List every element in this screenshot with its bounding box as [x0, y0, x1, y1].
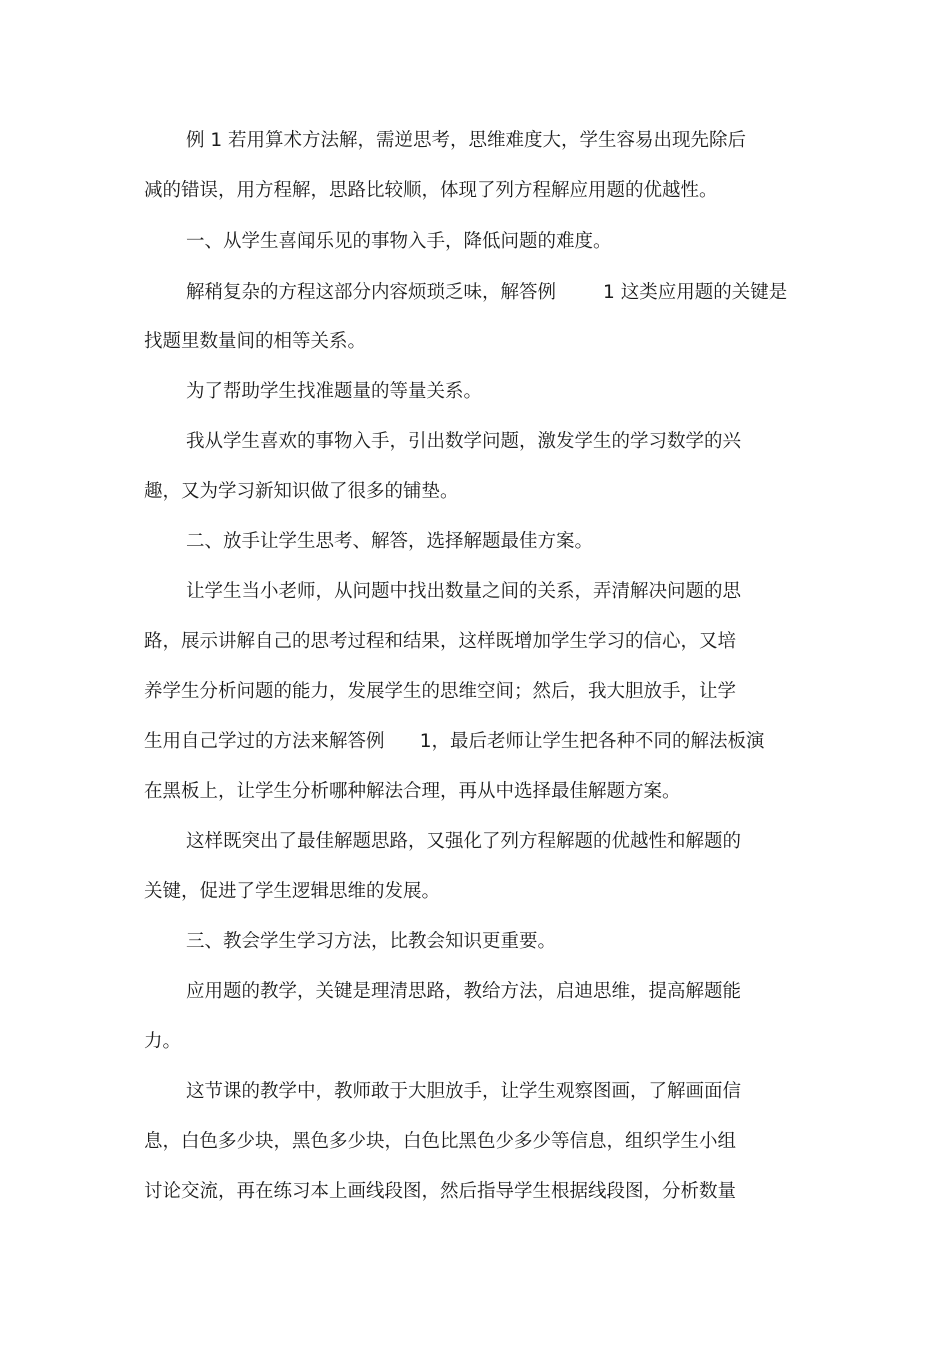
text-line: 养学生分析问题的能力，发展学生的思维空间；然后，我大胆放手，让学 — [144, 681, 737, 702]
text-line: 应用题的教学，关键是理清思路，教给方法，启迪思维，提高解题能 — [186, 981, 742, 1002]
text-line: 路，展示讲解自己的思考过程和结果，这样既增加学生学习的信心，又培 — [144, 631, 737, 652]
text-line: 关键，促进了学生逻辑思维的发展。 — [144, 881, 441, 902]
text-line: 在黑板上，让学生分析哪种解法合理，再从中选择最佳解题方案。 — [144, 781, 681, 802]
text-line: 趣，又为学习新知识做了很多的铺垫。 — [144, 481, 459, 502]
text-line: 找题里数量间的相等关系。 — [144, 331, 367, 352]
text-line: 这样既突出了最佳解题思路，又强化了列方程解题的优越性和解题的 — [186, 831, 742, 852]
text-line: 我从学生喜欢的事物入手，引出数学问题，激发学生的学习数学的兴 — [186, 431, 742, 452]
text-line: 例 1 若用算术方法解，需逆思考，思维难度大，学生容易出现先除后 — [186, 130, 747, 151]
text-line: 生用自己学过的方法来解答例 1，最后老师让学生把各种不同的解法板演 — [144, 731, 765, 752]
text-line: 解稍复杂的方程这部分内容烦琐乏味，解答例 1 这类应用题的关键是 — [186, 282, 788, 303]
text-line: 力。 — [144, 1031, 182, 1052]
text-line: 这节课的教学中，教师敢于大胆放手，让学生观察图画，了解画面信 — [186, 1081, 742, 1102]
section-heading: 一、从学生喜闻乐见的事物入手，降低问题的难度。 — [186, 231, 612, 252]
text-line: 为了帮助学生找准题量的等量关系。 — [186, 381, 483, 402]
section-heading: 三、教会学生学习方法，比教会知识更重要。 — [186, 931, 557, 952]
text-line: 息，白色多少块，黑色多少块，白色比黑色少多少等信息，组织学生小组 — [144, 1131, 737, 1152]
section-heading: 二、放手让学生思考、解答，选择解题最佳方案。 — [186, 531, 594, 552]
text-line: 讨论交流，再在练习本上画线段图，然后指导学生根据线段图，分析数量 — [144, 1181, 737, 1202]
text-line: 让学生当小老师，从问题中找出数量之间的关系，弄清解决问题的思 — [186, 581, 742, 602]
text-line: 减的错误，用方程解，思路比较顺，体现了列方程解应用题的优越性。 — [144, 180, 718, 201]
